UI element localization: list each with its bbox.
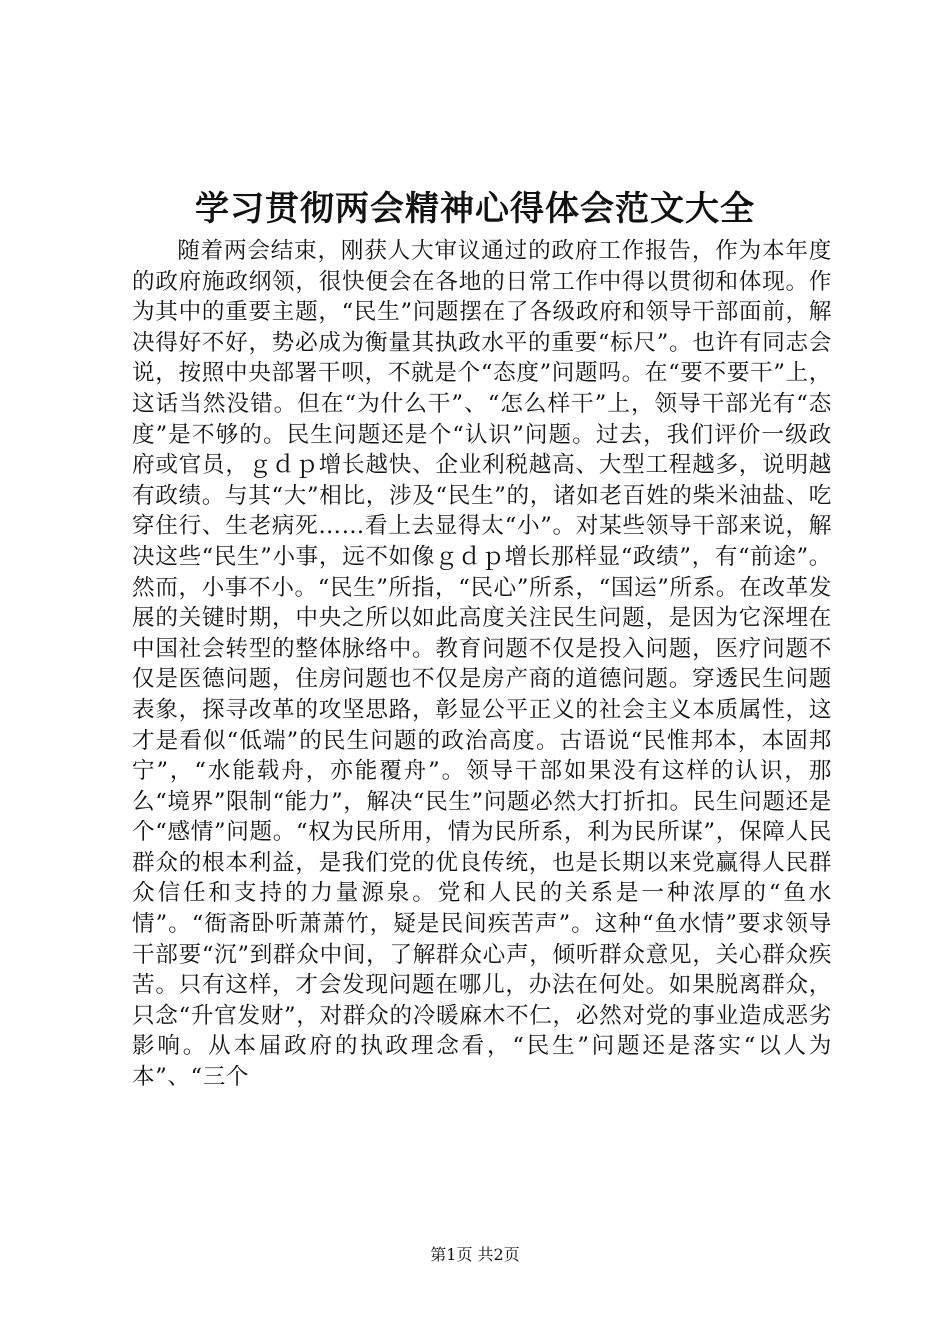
page-footer: 第1页 共2页	[430, 1245, 520, 1264]
body-paragraph: 随着两会结束，刚获人大审议通过的政府工作报告，作为本年度的政府施政纲领，很快便会在各地的日常工作中得以贯彻和体现。作为其中的重要主题，“民生”问题摆在了各级政府和领导干部面前，解决得好不好，势必成为衡量其执政水平的重要“标尺”。也许有同志会说，按照中央部署干呗，不就是个“态度”问题吗。在“要不要干”上，这话当然没错。但在“为什么干”、“怎么样干”上，领导干部光有“态度”是不够的。民生问题还是个“认识”问题。过去，我们评价一级政府或官员，ｇｄｐ增长越快、企业利税越高、大型工程越多，说明越有政绩。与其“大”相比，涉及“民生”的，诸如老百姓的柴米油盐、吃穿住行、生老病死……看上去显得太“小”。对某些领导干部来说，解决这些“民生”小事，远不如像ｇｄｐ增长那样显“政绩”，有“前途”。然而，小事不小。“民生”所指，“民心”所系，“国运”所系。在改革发展的关键时期，中央之所以如此高度关注民生问题，是因为它深埋在中国社会转型的整体脉络中。教育问题不仅是投入问题，医疗问题不仅是医德问题，住房问题也不仅是房产商的道德问题。穿透民生问题表象，探寻改革的攻坚思路，彰显公平正义的社会主义本质属性，这才是看似“低端”的民生问题的政治高度。古语说“民惟邦本，本固邦宁”，“水能载舟，亦能覆舟”。领导干部如果没有这样的认识，那么“境界”限制“能力”，解决“民生”问题必然大打折扣。民生问题还是个“感情”问题。“权为民所用，情为民所系，利为民所谋”，保障人民群众的根本利益，是我们党的优良传统，也是长期以来党赢得人民群众信任和支持的力量源泉。党和人民的关系是一种浓厚的“鱼水情”。“衙斋卧听萧萧竹，疑是民间疾苦声”。这种“鱼水情”要求领导干部要“沉”到群众中间，了解群众心声，倾听群众意见，关心群众疾苦。只有这样，才会发现问题在哪儿，办法在何处。如果脱离群众，只念“升官发财”，对群众的冷暖麻木不仁，必然对党的事业造成恶劣影响。从本届政府的执政理念看，“民生”问题还是落实“以人为本”、“三个	[132, 238, 832, 1091]
document-title: 学习贯彻两会精神心得体会范文大全	[195, 189, 755, 229]
